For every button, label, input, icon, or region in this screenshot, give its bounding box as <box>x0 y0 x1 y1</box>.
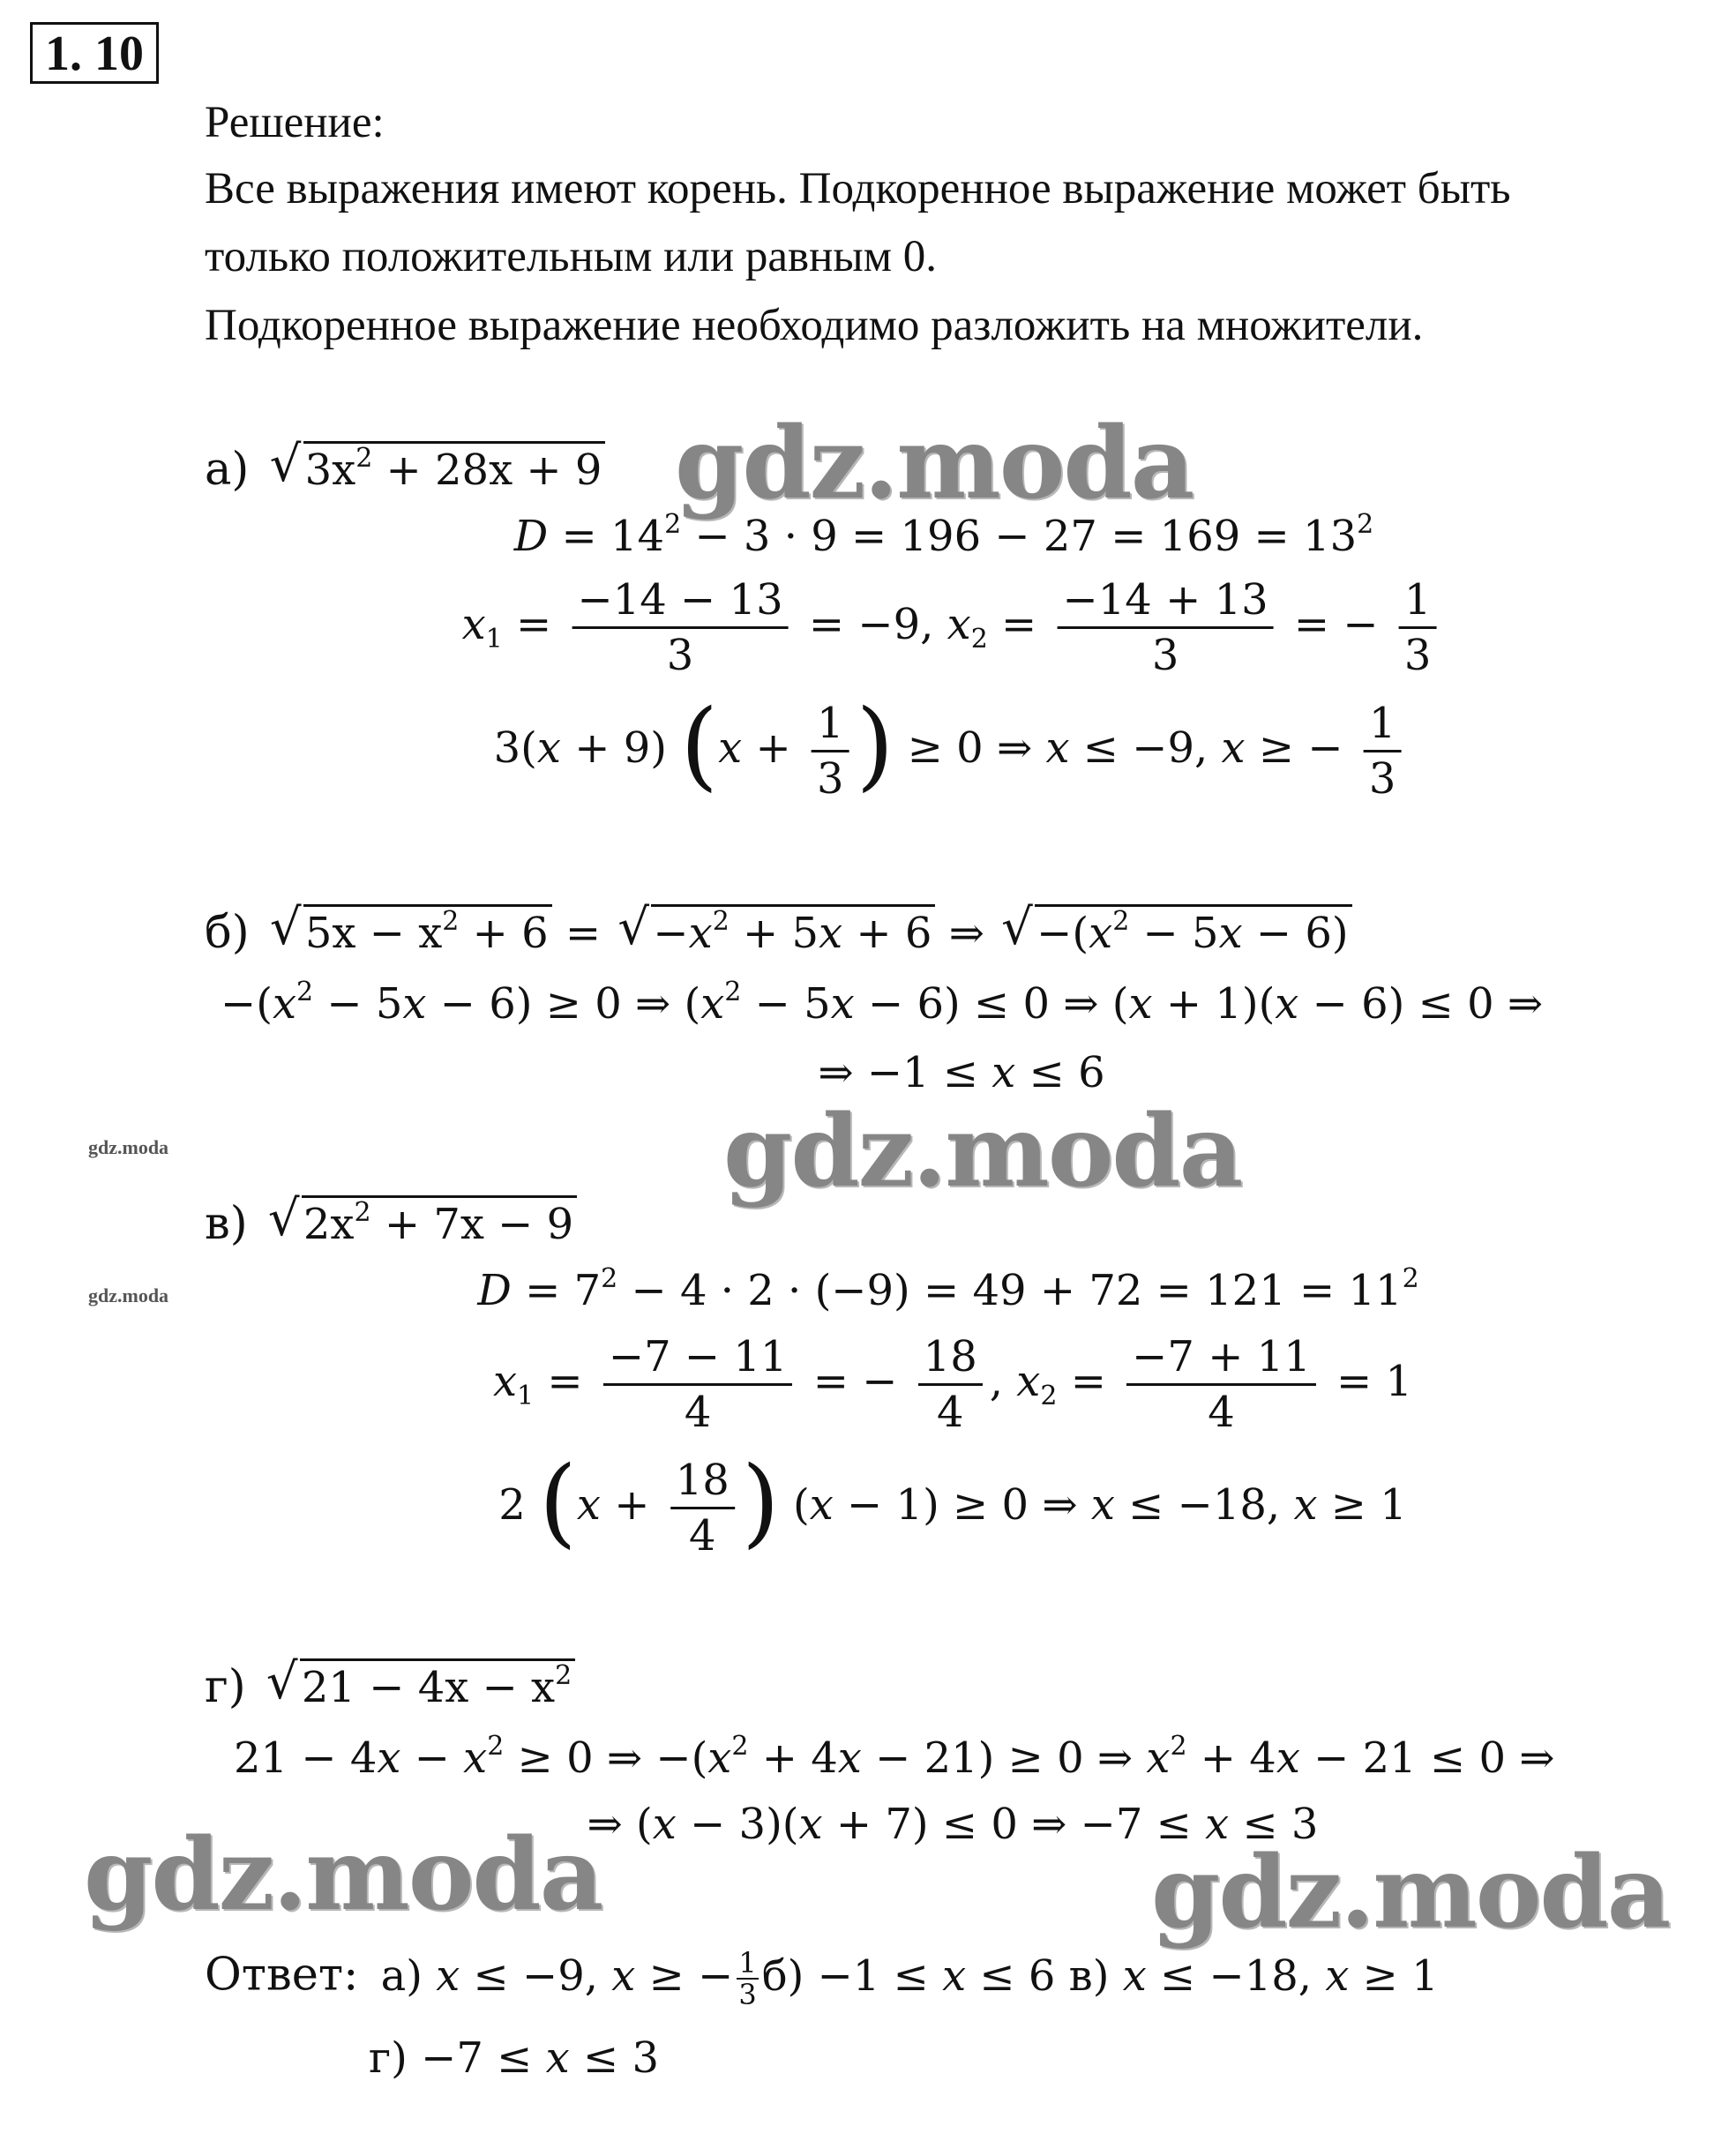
watermark-1: gdz.moda <box>675 406 1194 521</box>
part-b-line-2: $-(x^2 - 5x - 6) \ge 0$ ⇒ $(x^2 - 5x - 6) \le 0$ ⇒ (x + 1)(x − 6) ≤ 0 ⇒ <box>221 977 1544 1029</box>
answer-label: Ответ: <box>205 1949 359 2002</box>
watermark-small-2: gdz.moda <box>88 1284 169 1306</box>
intro-line-1: Все выражения имеют корень. Подкоренное выражение может быть <box>205 164 1511 213</box>
answer-line-2: г) −7 ≤ x ≤ 3 <box>369 2033 659 2083</box>
task-number: 1. 10 <box>30 22 159 84</box>
part-a-expression <box>205 441 605 497</box>
part-b-label: б) <box>205 907 250 959</box>
part-v-inequality: 2 (x + $\frac{18}{4}$ ) (x − 1) ≥ 0 ⇒ x ≤ −18, x ≥ 1 <box>498 1445 1407 1561</box>
part-g-line-2: ⇒ (x − 3)(x + 7) ≤ 0 ⇒ −7 ≤ x ≤ 3 <box>587 1800 1319 1849</box>
intro-line-2: только положительным или равным 0. <box>205 232 937 281</box>
part-v-roots: $x_1$ = $\frac{-7 - 11}{4}$ = − $\frac{18}{4}$ , $x_2$ = $\frac{-7 + 11}{4}$ = 1 <box>492 1332 1413 1437</box>
answer-line-1: Ответ: а) x ≤ −9, x ≥ − $\frac{1}{3}$ б) −1 ≤ x ≤ 6 в) x ≤ −18, x ≥ 1 <box>205 1946 1439 2011</box>
watermark-small-1: gdz.moda <box>88 1136 169 1158</box>
part-a-roots: $x_1$ = $\frac{-14 - 13}{3}$ = −9, $x_2$ = $\frac{-14 + 13}{3}$ = − $\frac{1}{3}$ <box>462 573 1444 682</box>
part-b-line-1: б) √ $5x - x^2 + 6$ = √ $-x^2 + 5x + 6$ ⇒ √ $-(x^2 - 5x - 6)$ <box>205 904 1352 960</box>
intro-line-3: Подкоренное выражение необходимо разложить на множители. <box>205 301 1424 350</box>
solution-heading: Решение: <box>205 98 385 147</box>
watermark-4: gdz.moda <box>1151 1835 1670 1950</box>
part-a-label: а) <box>205 444 250 496</box>
part-a-radicand-text <box>0 0 1 1</box>
watermark-2: gdz.moda <box>723 1094 1242 1209</box>
part-v-expression: в) √ $2x^2 + 7x - 9$ <box>205 1195 577 1251</box>
part-b-line-3: ⇒ −1 ≤ x ≤ 6 <box>818 1048 1105 1097</box>
part-v-label: в) <box>205 1198 248 1250</box>
part-a-discriminant: $D = 14^2 - 3 \cdot 9 = 196 - 27 = 169 = 13^2$ <box>513 509 1374 561</box>
part-a-radical: √ $3x^2 + 28x + 9$ <box>300 441 606 497</box>
part-g-line-1: $21 - 4x - x^2 \ge 0$ ⇒ $-(x^2 + 4x - 21) \ge 0$ ⇒ $x^2 + 4x - 21 \le 0$ ⇒ <box>234 1731 1555 1783</box>
part-v-discriminant: $D = 7^2 - 4 \cdot 2 \cdot (-9) = 49 + 72 = 121 = 11^2$ <box>477 1263 1419 1315</box>
part-g-expression: г) √ $21 - 4x - x^2$ <box>205 1658 575 1714</box>
part-a-inequality: 3(x + 9) (x + $\frac{1}{3}$ ) ≥ 0 ⇒ x ≤ −9, x ≥ − $\frac{1}{3}$ <box>494 697 1409 805</box>
part-g-label: г) <box>205 1661 246 1713</box>
watermark-3: gdz.moda <box>84 1817 602 1933</box>
